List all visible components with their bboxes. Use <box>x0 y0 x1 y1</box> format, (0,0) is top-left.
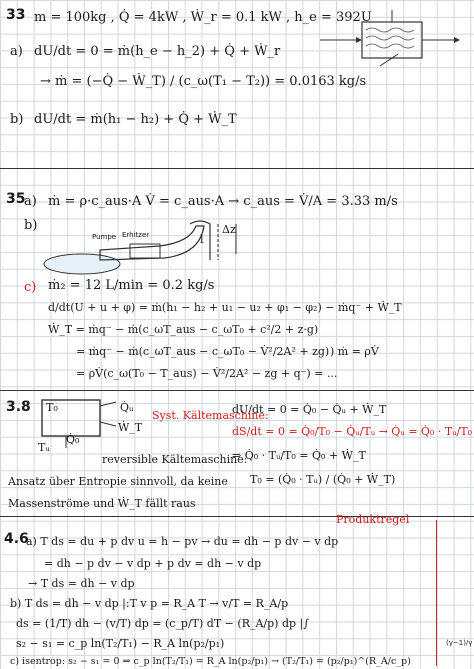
heater-label: Erhitzer <box>122 231 150 239</box>
entropy-differential-46b: ds = (1/T) dh − (v/T) dp = (c_p/T) dT − (R_A/p) dp |∫ <box>16 617 309 630</box>
approach-note-line2: Massenströme und Ẇ_T fällt raus <box>8 497 196 510</box>
reversible-note: reversible Kältemaschine: <box>102 453 248 466</box>
energy-balance-38: dU/dt = 0 = Q̇₀ − Q̇ᵤ + Ẇ_T <box>232 403 387 416</box>
density-note: ) ṁ = ρV̇ <box>330 345 379 358</box>
part-b-label: b) <box>24 218 38 233</box>
result-46a: → T ds = dh − v dp <box>28 577 135 590</box>
box-tu-label: Tᵤ <box>38 441 50 454</box>
approach-note-line1: Ansatz über Entropie sinnvoll, da keine <box>8 475 228 488</box>
section-divider <box>0 168 474 169</box>
height-difference-label: Δz <box>222 223 236 236</box>
work-equation-step3: = ρV̇(c_ω(T₀ − T_aus) − V̇²/2A² − zg + q⁻) = ... <box>76 367 338 380</box>
entropy-balance-38: dS/dt = 0 = Q̇₀/T₀ − Q̇ᵤ/Tᵤ → Q̇ᵤ = Q̇₀ · Tᵤ/T₀ <box>232 425 473 438</box>
part-c-label: c) <box>24 280 37 295</box>
gibbs-equation-46a: a) T ds = du + p dv u = h − pv → du = dh − p dv − v dp <box>26 535 339 548</box>
problem-number-3-8: 3.8 <box>6 399 31 415</box>
work-label: Ẇ_T <box>118 421 143 434</box>
equation-46b: b) T ds = dh − v dp |:T v p = R_A T → v/T = R_A/p <box>10 597 289 610</box>
section-divider <box>0 390 474 391</box>
mass-flow-result-33a: → ṁ = (−Q̇ − Ẇ_T) / (c_ω(T₁ − T₂)) = 0.0163 kg/s <box>40 74 367 89</box>
given-values: m = 100kg , Q̇ = 4kW , Ẇ_r = 0.1 kW , h_e = 392U <box>34 10 372 25</box>
result-t0: T₀ = (Q̇₀ · Tᵤ) / (Q̇₀ + Ẇ_T) <box>250 473 396 486</box>
heat-flow-0-label: Q̇₀ <box>66 433 80 446</box>
energy-balance-35c: d/dt(U + u + φ) = ṁ(h₁ − h₂ + u₁ − u₂ + φ₁ − φ₂) − ṁq⁻ + Ẇ_T <box>48 301 402 314</box>
isentropic-relation-46c: c) isentrop: s₂ − s₁ = 0 ⇒ c_p ln(T₂/T₁) = R_A ln(p₂/p₁) → (T₂/T₁) = (p₂/p₁)^(R_A/c_p) <box>10 656 411 667</box>
exponent-note: (γ−1)/γ <box>446 639 473 647</box>
heat-exchanger-sketch <box>318 8 466 70</box>
work-equation-35c: Ẇ_T = ṁq⁻ − ṁ(c_ωT_aus − c_ωT₀ + c²/2 + z·g) <box>48 323 319 336</box>
substitution-38: ⇒ Q̇₀ · Tᵤ/T₀ = Q̇₀ + Ẇ_T <box>232 449 366 462</box>
system-label: Syst. Kältemaschine: <box>152 409 269 422</box>
pump-label: Pumpe <box>92 233 117 241</box>
box-t0-label: T₀ <box>46 401 58 414</box>
substitution-46a: = dh − p dv − v dp + p dv = dh − v dp <box>44 557 262 570</box>
product-rule-note: Produktregel <box>336 513 410 526</box>
problem-number-4-6: 4.6 <box>4 531 29 547</box>
work-equation-step2: = ṁq⁻ − ṁ(c_ωT_aus − c_ωT₀ − V̇²/2A² + zg) <box>76 345 330 358</box>
energy-balance-33b: dU/dt = ṁ(h₁ − h₂) + Q̇ + Ẇ_T <box>34 112 237 127</box>
flow-velocity-35a: ṁ = ρ·c_aus·A V̇ = c_aus·A → c_aus = V̇/A = 3.33 m/s <box>48 194 398 209</box>
heat-flow-u-label: Q̇ᵤ <box>120 401 134 414</box>
problem-number-35: 35 <box>6 191 26 207</box>
entropy-change-46b: s₂ − s₁ = c_p ln(T₂/T₁) − R_A ln(p₂/p₁) <box>16 637 225 650</box>
length-label: l <box>200 233 204 246</box>
part-a-label: a) <box>10 44 23 59</box>
problem-number-33: 33 <box>6 7 26 23</box>
part-b-label: b) <box>10 112 24 127</box>
part-a-label: a) <box>24 194 37 209</box>
energy-balance-33a: dU/dt = 0 = ṁ(h_e − h_2) + Q̇ + Ẇ_r <box>34 44 281 59</box>
margin-line <box>436 520 437 666</box>
mass-flow-35c: ṁ₂ = 12 L/min = 0.2 kg/s <box>48 278 215 293</box>
